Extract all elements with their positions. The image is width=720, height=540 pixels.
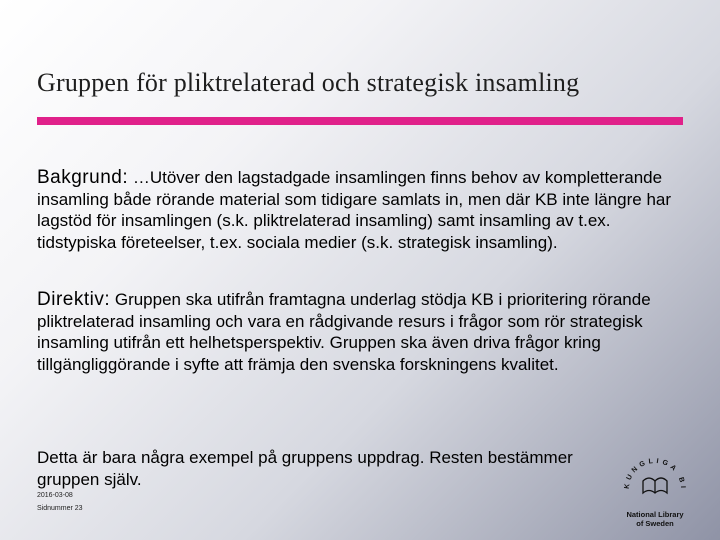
direktiv-paragraph [37,289,677,376]
bakgrund-heading: Bakgrund: [37,167,129,188]
logo-ring-text: KUNGLIGA BI [623,457,687,492]
footer-page-number: Sidnummer 23 [37,505,83,512]
footer-date: 2016-03-08 [37,492,73,499]
logo-line-national-library: National Library [626,510,684,519]
slide-title: Gruppen för pliktrelaterad och strategisk insamling [37,68,580,97]
svg-text:KUNGLIGA BIBLIOTEKET [615,455,686,491]
logo-line-of-sweden: of Sweden [636,519,674,528]
bakgrund-text: …Utöver den lagstadgade insamlingen finns behov av kompletterande insamling både rörande material som tidigare samlats in, men där KB inte längre har lagstöd för insamlingen (s.k. pliktrelaterad insamling) samt insamling av t.ex. tidstypiska företeelser, t.ex. sociala medier (s.k. strategisk insamling). [37,168,672,253]
kb-logo-emblem-icon [615,455,695,511]
title-underline [37,117,683,125]
direktiv-text: Gruppen ska utifrån framtagna underlag stödja KB i prioritering rörande pliktrelaterad insamling och vara en rådgivande resurs i frågor som rör strategisk insamling utifrån ett helhetsperspektiv. Gruppen ska även driva frågor kring tillgängliggörande i syfte att främja den svenska forskningens kvalitet. [37,290,651,375]
direktiv-heading: Direktiv: [37,289,111,310]
bakgrund-paragraph [37,167,677,254]
note-paragraph: Detta är bara några exempel på gruppens uppdrag. Resten bestämmer gruppen själv. [37,448,573,489]
kb-logo [615,455,695,535]
